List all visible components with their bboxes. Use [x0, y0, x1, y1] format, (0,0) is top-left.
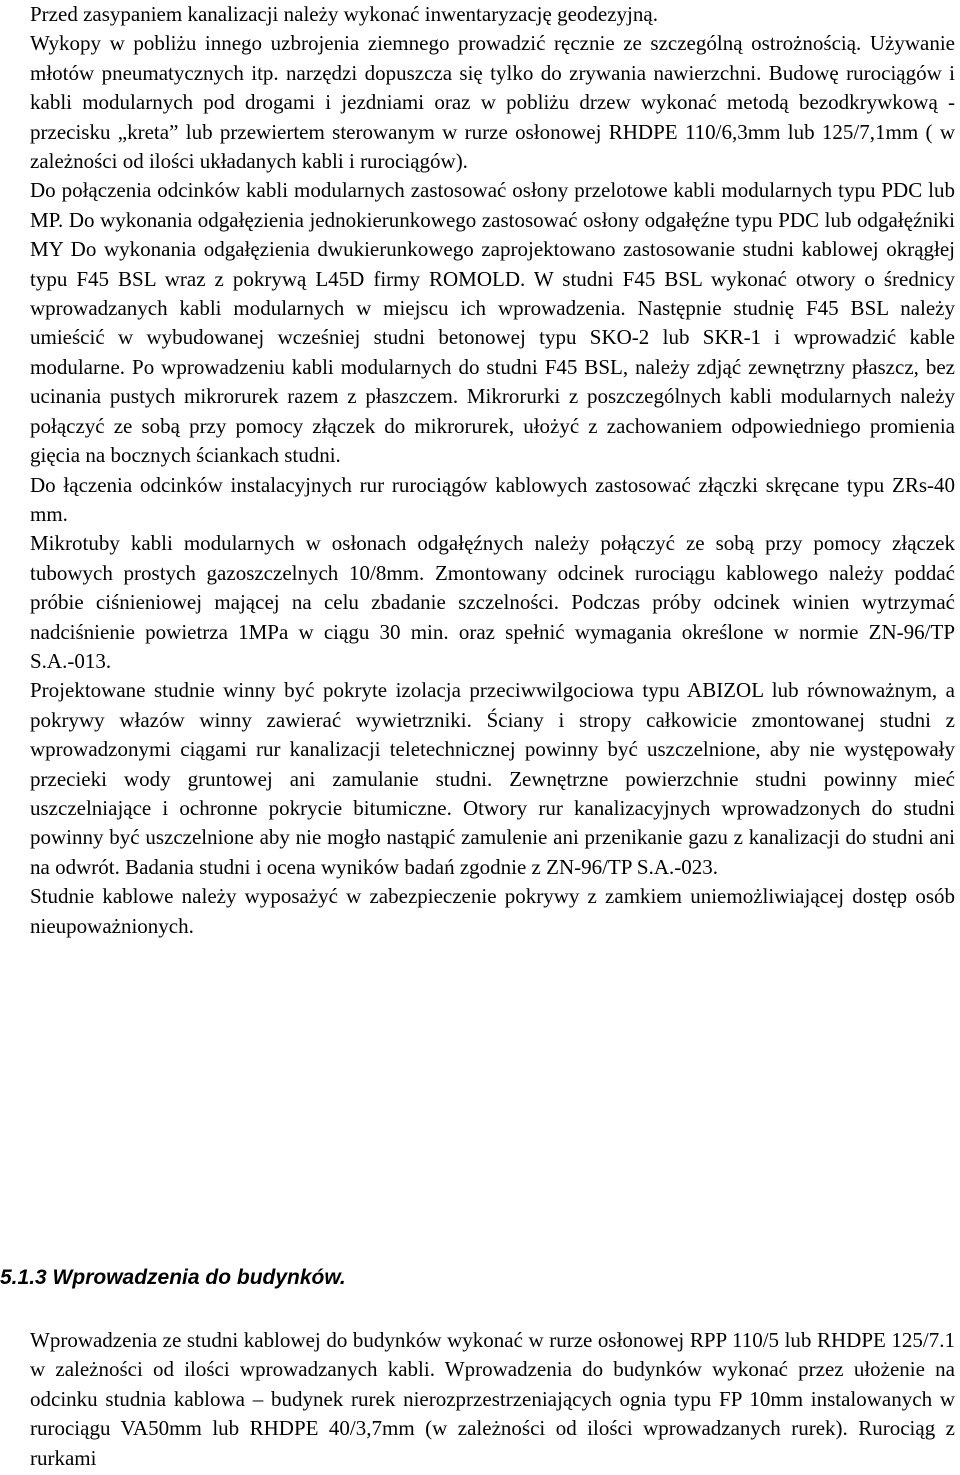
section-heading: 5.1.3 Wprowadzenia do budynków.	[0, 1266, 346, 1289]
section-body	[30, 1326, 955, 1473]
paragraph-microtubes: Mikrotuby kabli modularnych w osłonach odgałęźnych należy połączyć ze sobą przy pomocy złączek tubowych prostych gazoszczelnych 10/8mm. Zmontowany odcinek rurociągu kablowego należy poddać próbie ciśnieniowej mającej na celu zbadanie szczelności. Podczas próby odcinek winien wytrzymać nadciśnienie powietrza 1MPa w ciągu 30 min. oraz spełnić wymagania określone w normie ZN-96/TP S.A.-013.	[30, 531, 955, 673]
paragraph-cable-connections: Do połączenia odcinków kabli modularnych zastosować osłony przelotowe kabli modularnych typu PDC lub MP. Do wykonania odgałęzienia jednokierunkowego zastosować osłony odgałęźne typu PDC lub odgałęźniki MY Do wykonania odgałęzienia dwukierunkowego zaprojektowano zastosowanie studni kablowej okrągłej typu F45 BSL wraz z pokrywą L45D firmy ROMOLD. W studni F45 BSL wykonać otwory o średnicy wprowadzanych kabli modularnych w miejscu ich wprowadzenia. Następnie studnię F45 BSL należy umieścić w wybudowanej wcześniej studni betonowej typu SKO-2 lub SKR-1 i wprowadzić kable modularne. Po wprowadzeniu kabli modularnych do studni F45 BSL, należy zdjąć zewnętrzny płaszcz, bez ucinania pustych mikrorurek razem z płaszczem. Mikrorurki z poszczególnych kabli modularnych należy połączyć ze sobą przy pomocy złączek do mikrorurek, ułożyć z zachowaniem odpowiedniego promienia gięcia na bocznych ściankach studni.	[30, 178, 955, 468]
paragraph-wells-insulation: Projektowane studnie winny być pokryte izolacja przeciwwilgociowa typu ABIZOL lub równoważnym, a pokrywy włazów winny zawierać wywietrzniki. Ściany i stropy całkowicie zmontowanej studni z wprowadzonymi ciągami rur kanalizacji teletechnicznej powinny być uszczelnione, aby nie występowały przecieki wody gruntowej ani zamulanie studni. Zewnętrzne powierzchnie studni powinny mieć uszczelniające i ochronne pokrycie bitumiczne. Otwory rur kanalizacyjnych wprowadzonych do studni powinny być uszczelnione aby nie mogło nastąpić zamulenie ani przenikanie gazu z kanalizacji do studni ani na odwrót. Badania studni i ocena wyników badań zgodnie z ZN-96/TP S.A.-023.	[30, 678, 955, 879]
paragraph-inventory: Przed zasypaniem kanalizacji należy wykonać inwentaryzację geodezyjną.	[30, 2, 658, 26]
paragraph-building-entries: Wprowadzenia ze studni kablowej do budynków wykonać w rurze osłonowej RPP 110/5 lub RHDPE 125/7.1 w zależności od ilości wprowadzanych kabli. Wprowadzenia do budynków wykonać przez ułożenie na odcinku studnia kablowa – budynek rurek nierozprzestrzeniających ognia typu FP 10mm instalowanych w rurociągu VA50mm lub RHDPE 40/3,7mm (w zależności od ilości wprowadzanych rurek). Rurociąg z rurkami	[30, 1328, 955, 1470]
paragraph-excavation: Wykopy w pobliżu innego uzbrojenia ziemnego prowadzić ręcznie ze szczególną ostrożnością. Używanie młotów pneumatycznych itp. narzędzi dopuszcza się tylko do zrywania nawierzchni. Budowę rurociągów i kabli modularnych pod drogami i jezdniami oraz w pobliżu drzew wykonać metodą bezodkrywkową - przecisku „kreta” lub przewiertem sterowanym w rurze osłonowej RHDPE 110/6,3mm lub 125/7,1mm ( w zależności od ilości układanych kabli i rurociągów).	[30, 31, 955, 174]
paragraph-pipe-joints: Do łączenia odcinków instalacyjnych rur rurociągów kablowych zastosować złączki skręcane typu ZRs-40 mm.	[30, 472, 955, 526]
document-body	[30, 0, 955, 941]
paragraph-well-security: Studnie kablowe należy wyposażyć w zabezpieczenie pokrywy z zamkiem uniemożliwiającej dostęp osób nieupoważnionych.	[30, 884, 955, 938]
